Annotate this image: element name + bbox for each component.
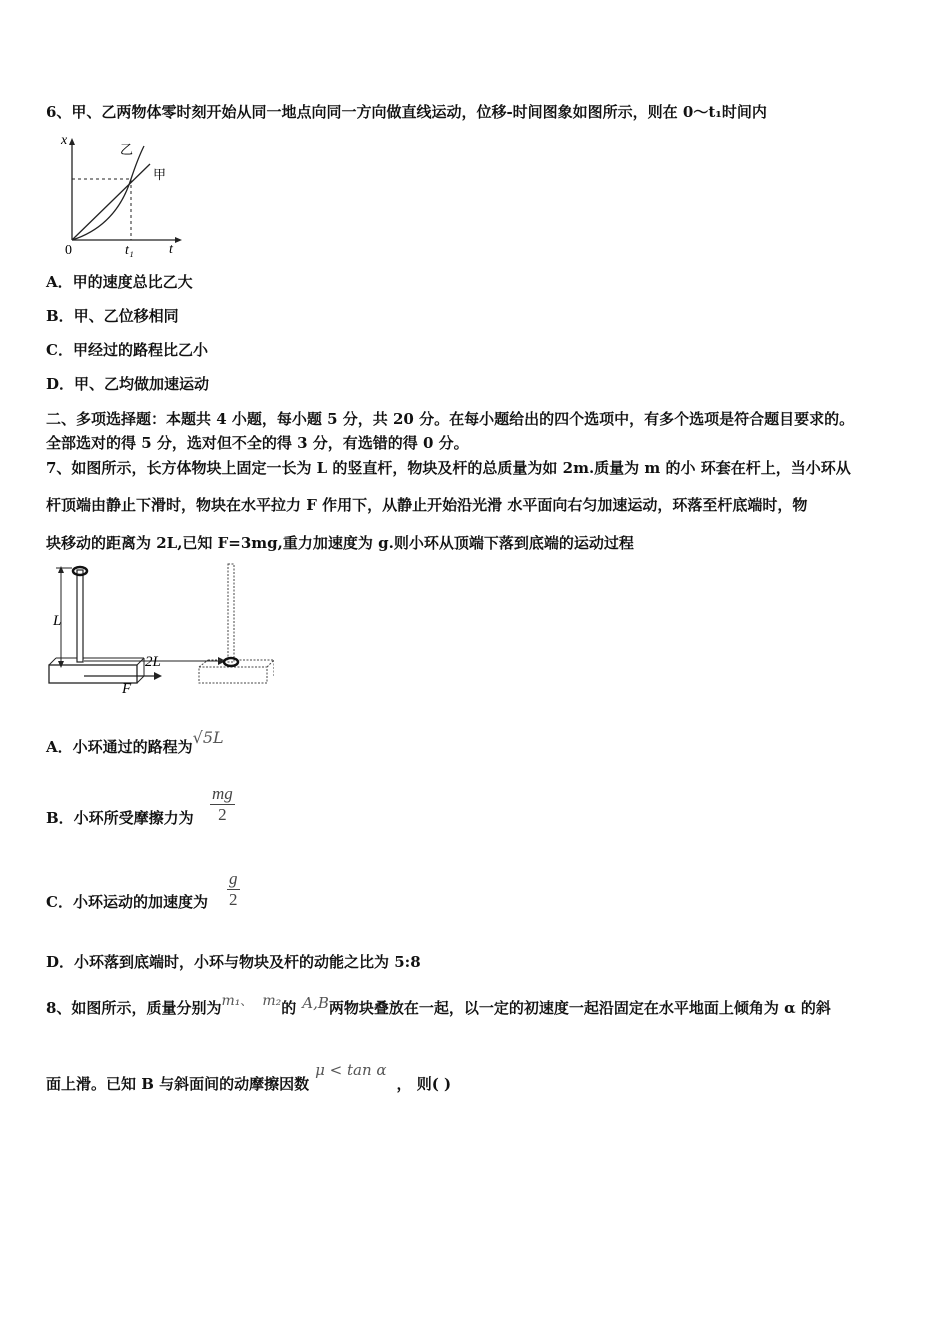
q7-figure-2L-label: 2L bbox=[145, 654, 161, 670]
q6-axis-t-label: t bbox=[169, 242, 173, 257]
q8-line2-b: ， 则( ) bbox=[396, 1075, 452, 1093]
q7-option-c-numerator: g bbox=[229, 869, 238, 888]
q6-curve-yi bbox=[72, 146, 144, 240]
q6-curve-jia bbox=[72, 164, 150, 240]
q7-option-b-fraction bbox=[210, 784, 235, 825]
q8-line1-b: 的 bbox=[281, 999, 297, 1017]
q7-figure-L-label: L bbox=[53, 613, 62, 629]
q8-line1-c: 两物块叠放在一起，以一定的初速度一起沿固定在水平地面上倾角为 α 的斜 bbox=[328, 999, 831, 1017]
q7-option-a-math: √5L bbox=[192, 728, 224, 747]
q6-label-jia: 甲 bbox=[153, 167, 167, 182]
q7-figure-F-label: F bbox=[122, 681, 132, 697]
q6-stem: 6、甲、乙两物体零时刻开始从同一地点向同一方向做直线运动，位移-时间图象如图所示，则在 0～t₁时间内 bbox=[46, 103, 767, 121]
q7-line1: 7、如图所示，长方体物块上固定一长为 L 的竖直杆，物块及杆的总质量为如 2m.质量为 m 的小 环套在杆上，当小环从 bbox=[46, 459, 851, 477]
q7-figure bbox=[44, 560, 274, 700]
q8-line1 bbox=[46, 993, 831, 1019]
q6-origin-label: 0 bbox=[65, 243, 72, 258]
q8-line1-a: 8、如图所示，质量分别为 bbox=[46, 999, 222, 1017]
q6-option-b: B．甲、乙位移相同 bbox=[46, 307, 179, 325]
q8-line2-a: 面上滑。已知 B 与斜面间的动摩擦因数 bbox=[46, 1075, 310, 1093]
q8-line2 bbox=[46, 1061, 452, 1094]
q7-option-b-numerator: mg bbox=[212, 784, 233, 803]
q7-option-c-text: C．小环运动的加速度为 bbox=[46, 893, 208, 911]
q8-sep: 、 bbox=[240, 994, 253, 1008]
q8-m2: m₂ bbox=[262, 993, 282, 1009]
q7-option-a bbox=[46, 728, 224, 757]
q6-label-yi: 乙 bbox=[120, 142, 134, 157]
q7-line2: 杆顶端由静止下滑时，物块在水平拉力 F 作用下，从静止开始沿光滑 水平面向右匀加速运动，环落至杆底端时，物 bbox=[46, 496, 808, 514]
q6-axis-x-label: x bbox=[61, 133, 68, 148]
q6-xt-graph bbox=[52, 132, 192, 260]
q8-ab: A,B bbox=[302, 994, 329, 1012]
section2-line2: 全部选对的得 5 分，选对但不全的得 3 分，有选错的得 0 分。 bbox=[46, 434, 469, 452]
q8-m1: m₁ bbox=[221, 993, 241, 1009]
q7-option-b-text: B．小环所受摩擦力为 bbox=[46, 809, 194, 827]
q6-option-c: C．甲经过的路程比乙小 bbox=[46, 341, 208, 359]
q7-option-b-denominator: 2 bbox=[218, 805, 227, 824]
q6-t1-label: t₁ bbox=[125, 243, 134, 258]
q7-option-a-text: A．小环通过的路程为 bbox=[46, 738, 193, 756]
q7-line3: 块移动的距离为 2L,已知 F=3mg,重力加速度为 g.则小环从顶端下落到底端的运动过程 bbox=[46, 534, 634, 552]
q7-option-c-denominator: 2 bbox=[229, 890, 238, 909]
q7-option-c-fraction bbox=[227, 869, 240, 910]
q6-option-d: D．甲、乙均做加速运动 bbox=[46, 375, 210, 393]
q7-option-d: D．小环落到底端时，小环与物块及杆的动能之比为 5:8 bbox=[46, 953, 421, 971]
q6-option-a: A．甲的速度总比乙大 bbox=[46, 273, 193, 291]
section2-line1: 二、多项选择题：本题共 4 小题，每小题 5 分，共 20 分。在每小题给出的四个选项中，有多个选项是符合题目要求的。 bbox=[46, 410, 855, 428]
q8-condition: μ < tan α bbox=[315, 1061, 387, 1079]
